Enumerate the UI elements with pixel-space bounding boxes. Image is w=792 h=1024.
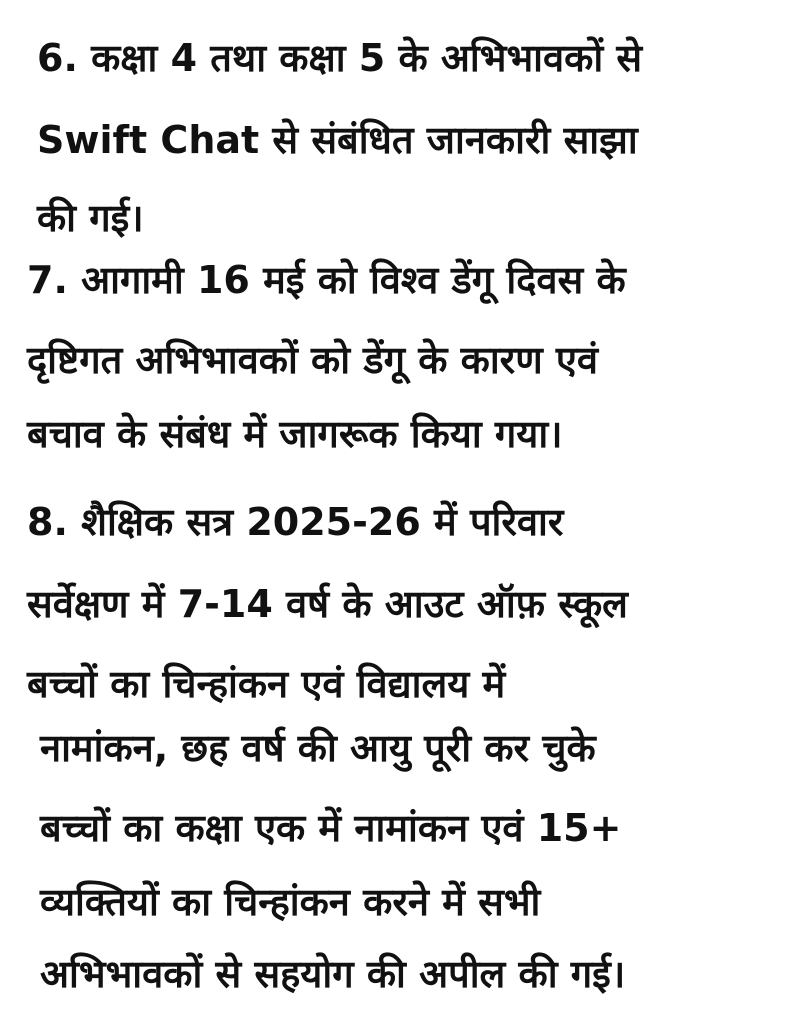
item-8-line-3: बच्चों का चिन्हांकन एवं विद्यालय में [27, 662, 506, 706]
item-6-line-3: की गई। [37, 196, 144, 240]
item-8-line-5: बच्चों का कक्षा एक में नामांकन एवं 15+ [40, 806, 622, 850]
item-8-line-6: व्यक्तियों का चिन्हांकन करने में सभी [40, 880, 541, 924]
item-6-line-2: Swift Chat से संबंधित जानकारी साझा [37, 118, 638, 162]
item-7-line-1: 7. आगामी 16 मई को विश्व डेंगू दिवस के [27, 258, 626, 302]
item-7-line-2: दृष्टिगत अभिभावकों को डेंगू के कारण एवं [27, 338, 599, 382]
item-8-line-2: सर्वेक्षण में 7-14 वर्ष के आउट ऑफ़ स्कूल [27, 582, 628, 626]
item-8-line-7: अभिभावकों से सहयोग की अपील की गई। [40, 952, 626, 996]
item-6-line-1: 6. कक्षा 4 तथा कक्षा 5 के अभिभावकों से [37, 36, 643, 80]
item-7-line-3: बचाव के संबंध में जागरूक किया गया। [27, 412, 563, 456]
item-8-line-4: नामांकन, छह वर्ष की आयु पूरी कर चुके [40, 726, 596, 770]
item-8-line-1: 8. शैक्षिक सत्र 2025-26 में परिवार [27, 500, 564, 544]
